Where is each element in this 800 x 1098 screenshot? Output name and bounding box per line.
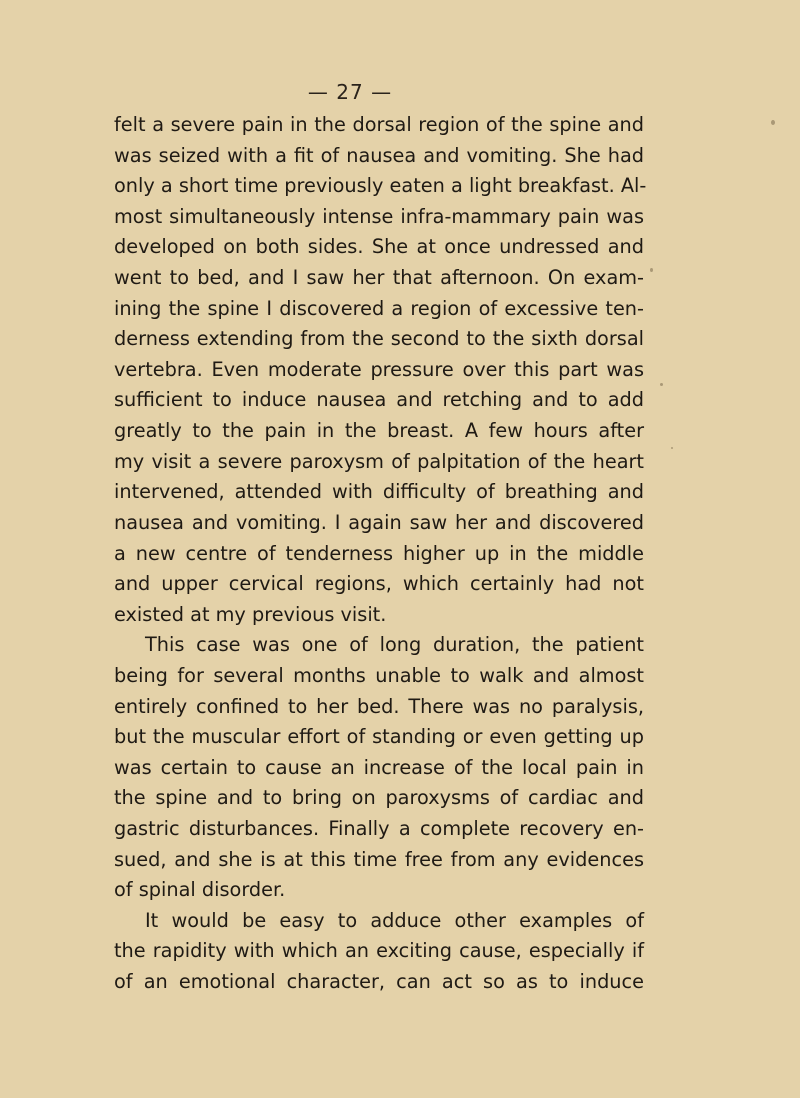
text-line: a new centre of tenderness higher up in the middle	[114, 541, 644, 565]
text-line: was seized with a fit of nausea and vomiting. She had	[114, 143, 644, 167]
text-line: developed on both sides. She at once undressed and	[114, 235, 644, 259]
text-line: sufficient to induce nausea and retching and to add	[114, 388, 644, 412]
text-line: and upper cervical regions, which certainly had not	[114, 572, 644, 596]
paragraph-start-line: This case was one of long duration, the patient	[145, 633, 644, 657]
paper-speck	[650, 268, 653, 272]
text-line: was certain to cause an increase of the local pain in	[114, 755, 644, 779]
text-line: the rapidity with which an exciting cause, especially if	[114, 939, 644, 963]
text-line: most simultaneously intense infra-mammary pain was	[114, 204, 644, 228]
page-number: — 27 —	[307, 80, 393, 104]
text-line: only a short time previously eaten a light breakfast. Al-	[114, 174, 647, 198]
text-line: went to bed, and I saw her that afternoon. On exam-	[114, 266, 644, 290]
text-line: vertebra. Even moderate pressure over this part was	[114, 357, 644, 381]
text-line: gastric disturbances. Finally a complete recovery en-	[114, 817, 644, 841]
text-line: sued, and she is at this time free from any evidences	[114, 847, 644, 871]
body-text	[114, 110, 647, 998]
text-line: derness extending from the second to the sixth dorsal	[114, 327, 644, 351]
text-line: nausea and vomiting. I again saw her and discovered	[114, 510, 644, 534]
text-line: being for several months unable to walk and almost	[114, 663, 644, 687]
paper-speck	[671, 447, 673, 449]
paper-speck	[771, 120, 775, 125]
paper-speck	[660, 383, 663, 386]
text-line: my visit a severe paroxysm of palpitation of the heart	[114, 449, 644, 473]
paragraph-start-line: It would be easy to adduce other examples of	[145, 908, 644, 932]
text-line: the spine and to bring on paroxysms of cardiac and	[114, 786, 644, 810]
text-line: existed at my previous visit.	[114, 602, 387, 626]
text-line: of an emotional character, can act so as to induce	[114, 970, 644, 994]
text-line: of spinal disorder.	[114, 878, 286, 902]
text-line: but the muscular effort of standing or even getting up	[114, 725, 644, 749]
text-line: felt a severe pain in the dorsal region of the spine and	[114, 113, 644, 136]
text-line: intervened, attended with difficulty of breathing and	[114, 480, 644, 504]
text-line: greatly to the pain in the breast. A few hours after	[114, 419, 644, 443]
text-line: entirely confined to her bed. There was no paralysis,	[114, 694, 644, 718]
text-line: ining the spine I discovered a region of excessive ten-	[114, 296, 644, 320]
